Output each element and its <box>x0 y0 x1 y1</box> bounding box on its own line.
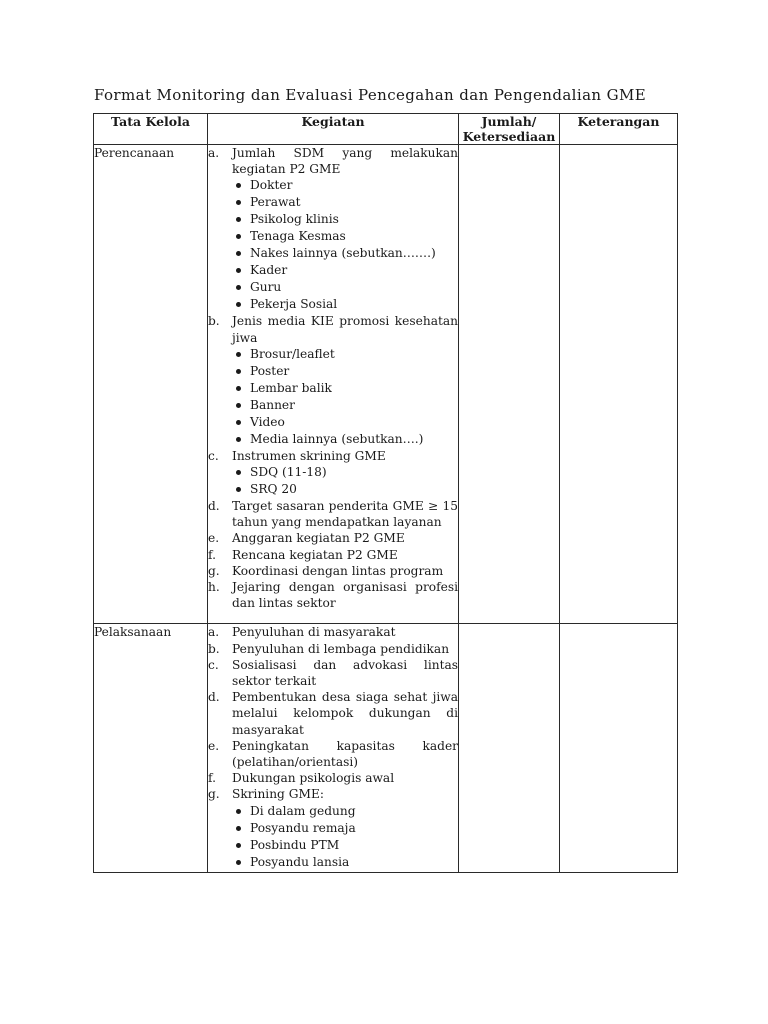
bullet-dot-icon <box>232 803 250 820</box>
bullet-text: Lembar balik <box>250 380 332 395</box>
item-letter: g. <box>208 787 220 802</box>
item-text: Penyuluhan di lembaga pendidikan <box>232 641 450 656</box>
bullet-dot-icon <box>232 464 250 481</box>
bullet-dot-icon <box>232 837 250 854</box>
bullet-item <box>208 803 458 820</box>
bullet-item <box>208 380 458 397</box>
bullet-text: Brosur/leaflet <box>250 346 335 361</box>
cell-spacer <box>208 611 458 623</box>
tata-kelola-cell: Pelaksanaan <box>94 624 208 872</box>
bullet-item <box>208 211 458 228</box>
bullet-text: Pekerja Sosial <box>250 297 338 312</box>
kegiatan-item <box>208 579 458 611</box>
bullet-text: Dokter <box>250 178 293 193</box>
bullet-text: Perawat <box>250 195 301 210</box>
header-keterangan: Keterangan <box>560 114 678 145</box>
item-text: Instrumen skrining GME <box>232 448 386 463</box>
kegiatan-item <box>208 448 458 464</box>
jumlah-cell <box>459 624 560 872</box>
jumlah-cell <box>459 145 560 624</box>
kegiatan-item <box>208 624 458 640</box>
item-text: Jejaring dengan organisasi profesi dan lintas sektor <box>232 580 458 611</box>
bullet-text: Tenaga Kesmas <box>250 229 346 244</box>
item-text: Anggaran kegiatan P2 GME <box>232 531 405 546</box>
item-text: Pembentukan desa siaga sehat jiwa melalui kelompok dukungan di masyarakat <box>232 690 458 737</box>
bullet-item <box>208 397 458 414</box>
bullet-dot-icon <box>232 279 250 296</box>
bullet-dot-icon <box>232 481 250 498</box>
bullet-text: Posbindu PTM <box>250 837 340 852</box>
item-text: Peningkatan kapasitas kader (pelatihan/orientasi) <box>232 738 458 770</box>
bullet-text: Media lainnya (sebutkan….) <box>250 431 424 446</box>
cell-spacer <box>208 871 458 872</box>
item-letter: f. <box>208 547 216 562</box>
bullet-text: Poster <box>250 363 290 378</box>
bullet-item <box>208 481 458 498</box>
bullet-dot-icon <box>232 820 250 837</box>
item-letter: g. <box>208 563 220 578</box>
bullet-item <box>208 854 458 871</box>
kegiatan-item <box>208 547 458 563</box>
item-letter: a. <box>208 146 220 160</box>
kegiatan-item <box>208 498 458 530</box>
kegiatan-item <box>208 786 458 802</box>
bullet-dot-icon <box>232 397 250 414</box>
kegiatan-cell <box>208 624 459 872</box>
header-kegiatan: Kegiatan <box>208 114 459 145</box>
kegiatan-item <box>208 145 458 177</box>
item-letter: c. <box>208 657 219 672</box>
tata-kelola-cell: Perencanaan <box>94 145 208 624</box>
item-letter: e. <box>208 738 220 753</box>
bullet-dot-icon <box>232 363 250 380</box>
bullet-dot-icon <box>232 228 250 245</box>
bullet-item <box>208 464 458 481</box>
header-jumlah-line2: Ketersediaan <box>462 128 556 144</box>
keterangan-cell <box>560 145 678 624</box>
bullet-text: Posyandu lansia <box>250 854 350 869</box>
item-text: Dukungan psikologis awal <box>232 771 395 786</box>
bullet-text: SDQ (11-18) <box>250 465 327 480</box>
keterangan-cell <box>560 624 678 872</box>
table-row <box>94 145 678 624</box>
kegiatan-item <box>208 657 458 689</box>
bullet-dot-icon <box>232 194 250 211</box>
kegiatan-item <box>208 689 458 738</box>
bullet-dot-icon <box>232 211 250 228</box>
monitoring-table <box>93 113 678 873</box>
item-letter: h. <box>208 580 220 595</box>
kegiatan-item <box>208 641 458 657</box>
item-letter: c. <box>208 448 219 463</box>
item-text: Rencana kegiatan P2 GME <box>232 547 398 562</box>
bullet-dot-icon <box>232 296 250 313</box>
bullet-dot-icon <box>232 262 250 279</box>
bullet-dot-icon <box>232 245 250 262</box>
item-text: Skrining GME: <box>232 787 324 802</box>
bullet-item <box>208 262 458 279</box>
document-title: Format Monitoring dan Evaluasi Pencegahan dan Pengendalian GME <box>94 86 647 104</box>
table-header-row <box>94 114 678 145</box>
bullet-item <box>208 296 458 313</box>
item-letter: d. <box>208 690 220 705</box>
bullet-dot-icon <box>232 854 250 871</box>
item-letter: b. <box>208 641 220 656</box>
table-row <box>94 624 678 872</box>
bullet-item <box>208 245 458 262</box>
bullet-text: Nakes lainnya (sebutkan…….) <box>250 246 436 261</box>
kegiatan-item <box>208 770 458 786</box>
item-text: Target sasaran penderita GME ≥ 15 tahun yang mendapatkan layanan <box>232 499 458 530</box>
bullet-item <box>208 279 458 296</box>
bullet-dot-icon <box>232 346 250 363</box>
bullet-dot-icon <box>232 414 250 431</box>
bullet-item <box>208 820 458 837</box>
bullet-text: Psikolog klinis <box>250 212 339 227</box>
bullet-dot-icon <box>232 177 250 194</box>
bullet-item <box>208 414 458 431</box>
bullet-item <box>208 177 458 194</box>
bullet-item <box>208 194 458 211</box>
bullet-text: Video <box>250 414 285 429</box>
bullet-text: Posyandu remaja <box>250 820 356 835</box>
bullet-dot-icon <box>232 380 250 397</box>
bullet-text: SRQ 20 <box>250 482 297 497</box>
header-jumlah-ketersediaan <box>459 114 560 145</box>
kegiatan-item <box>208 563 458 579</box>
bullet-text: Di dalam gedung <box>250 803 356 818</box>
item-text: Penyuluhan di masyarakat <box>232 625 396 640</box>
item-letter: f. <box>208 771 216 786</box>
bullet-text: Banner <box>250 397 295 412</box>
bullet-item <box>208 431 458 448</box>
item-text: Sosialisasi dan advokasi lintas sektor terkait <box>232 657 458 689</box>
bullet-dot-icon <box>232 431 250 448</box>
bullet-item <box>208 346 458 363</box>
header-tata-kelola: Tata Kelola <box>94 114 208 145</box>
kegiatan-item <box>208 738 458 770</box>
kegiatan-cell <box>208 145 459 624</box>
kegiatan-item <box>208 313 458 345</box>
bullet-item <box>208 228 458 245</box>
item-text: Jumlah SDM yang melakukan kegiatan P2 GME <box>232 146 458 177</box>
bullet-text: Guru <box>250 280 282 295</box>
bullet-item <box>208 837 458 854</box>
item-text: Jenis media KIE promosi kesehatan jiwa <box>232 314 458 345</box>
item-letter: b. <box>208 314 220 329</box>
bullet-text: Kader <box>250 263 288 278</box>
item-letter: d. <box>208 499 220 514</box>
item-letter: e. <box>208 531 220 546</box>
header-jumlah-line1: Jumlah/ <box>481 114 537 129</box>
item-letter: a. <box>208 625 220 640</box>
bullet-item <box>208 363 458 380</box>
kegiatan-item <box>208 530 458 546</box>
item-text: Koordinasi dengan lintas program <box>232 563 444 578</box>
